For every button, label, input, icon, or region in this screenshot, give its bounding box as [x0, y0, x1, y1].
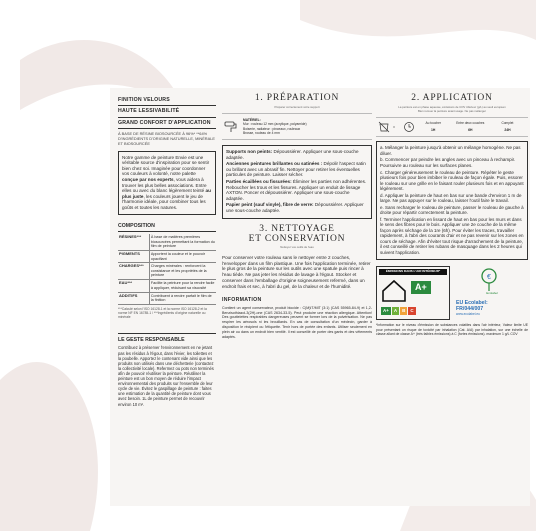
- table-row: [118, 250, 216, 262]
- comp-key: ADDITIFS: [118, 292, 149, 304]
- comp-key: RÉSINES***: [118, 234, 149, 250]
- materiel-line: Boiserie, radiateur : pinceaux, rouleaux: [243, 126, 301, 131]
- geste-text: Contribuez à préserver l'environnement en ne jetant pas les résidus à l'égout, dans l'évier, les toilettes et la poubelle. Apportez le contenant vide ainsi que les produits non utilisés dans une déchetterie (contactez la collectivité locale). Refermez ou pots non terminés afin de pouvoir réutiliser la peinture. Réutiliser la peinture est un bon moyen de réduire l'impact environnemental des produits sur l'ensemble de leur cycle de vie. Évitez le gaspillage de peinture : faites une estimation de la quantité de peinture dont vous avez besoin. 1L de peinture permet de recouvrir environ 10 m².: [118, 345, 214, 407]
- base-text: À BASE DE RÉSINE BIOSOURCÉE À 96%* **64% D'INGRÉDIENTS D'ORIGINE NATURELLE, MINÉRALE ET BIOSOURCÉE: [118, 131, 215, 146]
- materiel-label: MATÉRIEL:: [243, 117, 261, 122]
- support-text: Dépoussiérer. Appliquer une sous-couche adaptée.: [226, 202, 364, 214]
- drying-row: [376, 117, 528, 137]
- ecolabel-flower-icon: [474, 266, 504, 292]
- table-row: [118, 292, 216, 304]
- nettoyage-title-line: 3. NETTOYAGE: [259, 223, 335, 234]
- comp-key: CHARGES***: [118, 263, 149, 280]
- comp-key: EAU***: [118, 280, 149, 292]
- geste-title: LE GESTE RESPONSABLE: [118, 333, 216, 343]
- materiel-line: Brosse, rouleau de 4 mm: [243, 130, 280, 135]
- no-water-icon: [378, 121, 390, 133]
- application-steps-box: [376, 141, 528, 260]
- information-text: Contient un agent conservateur, produit biocide : C(M)IT/MIT (3:1) (CAS 55965-84-9) et 1,2-Benzisothiazol-3(2H)-one (CAS 2634-33-5). Peut produire une réaction allergique. Attention! Des gouttelettes respirables dangereuses peuvent se former lors de la pulvérisation. Ne pas respirer les aérosols ni les brouillards. En cas de consultation d'un médecin, garder à disposition le récipient ou l'étiquette. Tenir hors de portée des enfants. Utiliser seulement en plein air ou dans un endroit bien ventilé. Il est conseillé de porter des gants et des vêtements adaptés.: [222, 305, 372, 339]
- dry-label: Complet: [501, 121, 514, 126]
- comp-value: Facilite la peinture pour la rendre facile à appliquer, réduisant sa viscosité: [149, 280, 216, 292]
- desc-text: Entre elles ou avec du blanc légèrement teinté: [122, 182, 207, 194]
- step: e. Sans recharger le rouleau de peinture, passer le rouleau de gauche à droite pour répartir correctement la peinture.: [380, 204, 524, 216]
- dry-value: 1H: [431, 128, 436, 133]
- clock-icon: [403, 121, 415, 133]
- composition-table: [118, 234, 216, 305]
- support-text: Dépolir l'aspect satin ou brillant avec un abrasif fin. Nettoyer pour retirer les éventuelles particules de peinture. Laisser sécher.: [226, 161, 366, 178]
- emissions-grade: A+: [411, 281, 431, 294]
- emissions-title: ÉMISSIONS DANS L'AIR INTÉRIEUR*: [379, 269, 447, 275]
- ecolabel-url[interactable]: www.ecolabel.eu: [456, 311, 480, 316]
- materiel-line: Mur : rouleau 12 mm (acrylique, polyamide): [243, 122, 307, 127]
- dry-label: Au toucher: [425, 121, 441, 126]
- ecolabel-area: [456, 266, 528, 320]
- composition-footnote: ***Calculé selon l'ISO 16128-1 et la norme ISO 16128-2 et la norme NF EN 16785-1 / ***Ingrédients d'origine naturelle ou minérale: [118, 307, 207, 320]
- step: b. Commencer par peindre les angles avec un pinceau à rechampir. Poursuivre au rouleau sur les surfaces planes.: [380, 157, 516, 168]
- middle-column: [222, 88, 372, 340]
- supports-box: [222, 145, 372, 219]
- comp-key: PIGMENTS: [118, 250, 149, 262]
- support-text: Éliminer les parties non adhérentes. Reboucher les trous et les fissures. Appliquer un enduit de lissage AXTON. Poncer et dépoussiérer. Appliquer une sous-couche adaptée.: [226, 179, 367, 201]
- dry-value: 24H: [504, 128, 511, 133]
- support-type: Supports non peints:: [226, 149, 273, 155]
- drying-complete: [489, 122, 526, 132]
- desc-text: Notre gamme de peinture Envie est une véritable source d'inspiration pour se sentir bien chez soi. Imaginée pour coordonner vos couleurs à volonté, notre palette: [122, 154, 210, 177]
- dry-label: Entre deux couches: [456, 121, 485, 126]
- materiel-row: [222, 113, 372, 140]
- step: c. Charger généreusement le rouleau de peinture. Répéter le geste plusieurs fois pour bien imbiber le rouleau de façon égale. Puis, essorer le rouleau sur une grille en le faisant rouler plusieurs fois et en appuyant légèrement.: [380, 169, 524, 192]
- support-type: Papier peint (sauf vinyle), fibre de verre:: [226, 202, 314, 208]
- ecolabel-name: Ecolabel: [486, 291, 498, 296]
- comp-value: Apportent la couleur et le pouvoir opacifiant: [149, 250, 216, 262]
- table-row: [118, 280, 216, 292]
- nettoyage-text: Pour conserver votre rouleau sans le nettoyer entre 2 couches, l'envelopper dans un film plastique. Une fois l'application terminée, retirer le plus gros de la peinture sur les outils avec une spatule puis rincer à l'eau tiède. Ne pas jeter les résidus de lavage à l'égout. Stocker et conserver dans l'emballage d'origine soigneusement refermé, dans un endroit frais et sec, à l'abri du gel, de la chaleur et de l'humidité.: [222, 254, 371, 289]
- desc-text: , les couleurs jouent le jeu de l'harmonie idéale, pour combiner tous les goûts et toutes les natures.: [122, 193, 206, 210]
- emissions-scale-item: C: [410, 308, 414, 314]
- svg-text:€: €: [487, 274, 491, 282]
- step: f. Terminer l'application en lissant de haut en bas pour les murs et dans le sens des fibres pour le bois. Appliquer une 2e couche de la même façon après séchage de la 1re (6h). Pour éviter les traces, travailler rapidement, à l'abri des courants d'air et ne pas revenir sur les zones en cours de séchage. Afin d'éviter tout risque d'arrachement de la peinture, il est conseillé de retirer les rubans de masquage dans les 2 heures qui suivent l'application.: [380, 216, 524, 255]
- support-text: Dépoussiérer. Appliquer une sous-couche adaptée.: [226, 149, 359, 160]
- desc-bold: au plus juste: [122, 188, 211, 199]
- emissions-scale-item: A: [393, 308, 398, 314]
- right-column: [376, 88, 528, 337]
- nettoyage-title: [222, 225, 372, 245]
- nettoyage-subtitle: Nettoyer vos outils de l'eau: [280, 244, 314, 249]
- ecolabel-number: FR/044/007: [456, 306, 484, 313]
- feature-line: HAUTE LESSIVABILITÉ: [118, 106, 216, 117]
- information-title: INFORMATION: [222, 297, 262, 304]
- drying-touch: [415, 122, 452, 132]
- table-row: [118, 234, 216, 250]
- comp-value: Charges minérales : renforcent la consistance et les propriétés de la peinture: [149, 263, 216, 280]
- application-title: 2. APPLICATION: [411, 93, 493, 103]
- table-row: [118, 263, 216, 280]
- support-type: Parties écaillées ou fissurées:: [226, 179, 292, 185]
- dry-value: 6H: [468, 128, 473, 133]
- preparation-title: 1. PRÉPARATION: [254, 93, 340, 103]
- composition-title: COMPOSITION: [118, 223, 216, 232]
- step: d. Appliquer la peinture de haut en bas sur une bande d'environ 1 m de large. Ne pas appuyer sur le rouleau, laisser l'outil faire le travail.: [380, 192, 522, 204]
- comp-value: Contribuent à rendre parfait le film de la finition: [149, 292, 216, 304]
- nettoyage-title-line: ET CONSERVATION: [248, 233, 346, 244]
- feature-line: FINITION VELOURS: [118, 95, 216, 106]
- emissions-label: [376, 266, 450, 320]
- application-subtitle: La peinture est en phase aqueuse, émissions de COV inférieur (g/L) au seuil européen: [398, 104, 506, 109]
- comp-value: À base de matières premières biosourcées permettant la formation du film de peinture: [149, 234, 216, 250]
- preparation-subtitle: Préparer correctement votre support: [274, 104, 320, 109]
- drying-vertical-label: X: [392, 126, 396, 129]
- step: a. Mélanger la peinture jusqu'à obtenir un mélange homogène. Ne pas diluer.: [380, 145, 521, 156]
- drying-between: [452, 122, 489, 132]
- emissions-scale-item: B: [402, 308, 406, 314]
- roller-icon: [224, 120, 238, 134]
- left-column: [118, 95, 216, 407]
- application-subtitle: Bien remuer la peinture avant usage. Ne pas mélanger: [418, 108, 486, 113]
- ecolabel-title: EU Ecolabel:: [456, 300, 488, 307]
- description-box: [118, 151, 216, 215]
- emissions-scale-item: A+: [383, 308, 389, 314]
- house-icon: [381, 279, 407, 303]
- desc-bold: conçue par nos experts: [122, 177, 174, 183]
- support-type: Anciennes peintures brillantes ou satinées :: [226, 161, 323, 167]
- desc-text: , vous aidera à trouver les plus belles associations.: [122, 177, 204, 188]
- feature-line: GRAND CONFORT D'APPLICATION: [118, 118, 216, 129]
- emissions-note: *Information sur le niveau d'émission de substances volatiles dans l'air intérieur, Valeur limite UE pour présentant un risque de toxicité par inhalation (Cat. A/A) par inhalation, sur une échelle de classe allant de classe A+ (très faibles émissions) à C (fortes émissions). maximum 1 g/L COV: [376, 323, 528, 337]
- emissions-area: [376, 266, 528, 320]
